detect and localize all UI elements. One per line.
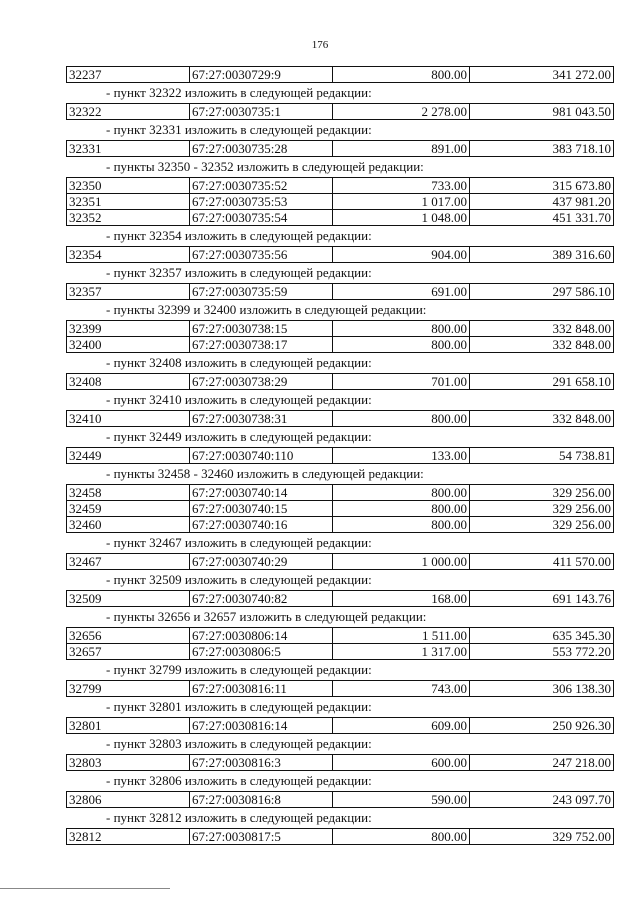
value-cell: 306 138.30: [470, 681, 614, 697]
item-number-cell: 32351: [67, 194, 190, 210]
cadastral-number-cell: 67:27:0030735:28: [190, 141, 333, 157]
value-cell: 329 752.00: [470, 829, 614, 845]
area-cell: 590.00: [333, 792, 470, 808]
area-cell: 133.00: [333, 448, 470, 464]
cadastral-number-cell: 67:27:0030816:8: [190, 792, 333, 808]
value-cell: 635 345.30: [470, 628, 614, 644]
item-number-cell: 32803: [67, 755, 190, 771]
area-cell: 691.00: [333, 284, 470, 300]
item-number-cell: 32357: [67, 284, 190, 300]
parcel-table: [66, 754, 614, 771]
table-row: [67, 628, 614, 644]
table-row: [67, 210, 614, 226]
cadastral-number-cell: 67:27:0030740:16: [190, 517, 333, 533]
value-cell: 250 926.30: [470, 718, 614, 734]
item-number-cell: 32812: [67, 829, 190, 845]
table-row: [67, 194, 614, 210]
value-cell: 247 218.00: [470, 755, 614, 771]
value-cell: 329 256.00: [470, 517, 614, 533]
item-number-cell: 32350: [67, 178, 190, 194]
table-row: [67, 374, 614, 390]
parcel-table: [66, 373, 614, 390]
parcel-table: [66, 791, 614, 808]
item-number-cell: 32467: [67, 554, 190, 570]
parcel-table: [66, 627, 614, 660]
area-cell: 743.00: [333, 681, 470, 697]
item-number-cell: 32657: [67, 644, 190, 660]
parcel-table: [66, 283, 614, 300]
item-number-cell: 32801: [67, 718, 190, 734]
amendment-heading: - пункт 32408 изложить в следующей редакции:: [106, 355, 372, 370]
cadastral-number-cell: 67:27:0030735:54: [190, 210, 333, 226]
area-cell: 891.00: [333, 141, 470, 157]
table-row: [67, 591, 614, 607]
amendment-heading: - пункт 32357 изложить в следующей редакции:: [106, 265, 372, 280]
table-row: [67, 284, 614, 300]
value-cell: 315 673.80: [470, 178, 614, 194]
parcel-table: [66, 246, 614, 263]
footer-divider: [0, 888, 170, 889]
value-cell: 389 316.60: [470, 247, 614, 263]
table-row: [67, 67, 614, 83]
item-number-cell: 32354: [67, 247, 190, 263]
item-number-cell: 32799: [67, 681, 190, 697]
value-cell: 329 256.00: [470, 501, 614, 517]
value-cell: 291 658.10: [470, 374, 614, 390]
cadastral-number-cell: 67:27:0030817:5: [190, 829, 333, 845]
amendment-heading: - пункт 32449 изложить в следующей редакции:: [106, 429, 372, 444]
amendment-heading: - пункты 32399 и 32400 изложить в следующей редакции:: [106, 302, 427, 317]
item-number-cell: 32459: [67, 501, 190, 517]
area-cell: 1 317.00: [333, 644, 470, 660]
area-cell: 800.00: [333, 501, 470, 517]
parcel-table: [66, 177, 614, 226]
parcel-table: [66, 447, 614, 464]
amendment-heading: - пункт 32509 изложить в следующей редакции:: [106, 572, 372, 587]
area-cell: 800.00: [333, 829, 470, 845]
cadastral-number-cell: 67:27:0030735:1: [190, 104, 333, 120]
amendment-heading: - пункт 32812 изложить в следующей редакции:: [106, 810, 372, 825]
document-body: [66, 66, 611, 845]
value-cell: 329 256.00: [470, 485, 614, 501]
value-cell: 981 043.50: [470, 104, 614, 120]
area-cell: 800.00: [333, 485, 470, 501]
table-row: [67, 554, 614, 570]
area-cell: 600.00: [333, 755, 470, 771]
value-cell: 691 143.76: [470, 591, 614, 607]
parcel-table: [66, 103, 614, 120]
item-number-cell: 32408: [67, 374, 190, 390]
area-cell: 800.00: [333, 517, 470, 533]
table-row: [67, 104, 614, 120]
table-row: [67, 517, 614, 533]
table-row: [67, 755, 614, 771]
amendment-heading: - пункт 32354 изложить в следующей редакции:: [106, 228, 372, 243]
area-cell: 2 278.00: [333, 104, 470, 120]
item-number-cell: 32352: [67, 210, 190, 226]
parcel-table: [66, 484, 614, 533]
table-row: [67, 247, 614, 263]
cadastral-number-cell: 67:27:0030740:110: [190, 448, 333, 464]
table-row: [67, 178, 614, 194]
cadastral-number-cell: 67:27:0030740:14: [190, 485, 333, 501]
area-cell: 800.00: [333, 411, 470, 427]
parcel-table: [66, 828, 614, 845]
cadastral-number-cell: 67:27:0030806:14: [190, 628, 333, 644]
item-number-cell: 32410: [67, 411, 190, 427]
amendment-heading: - пункт 32806 изложить в следующей редакции:: [106, 773, 372, 788]
table-row: [67, 448, 614, 464]
value-cell: 341 272.00: [470, 67, 614, 83]
parcel-table: [66, 717, 614, 734]
parcel-table: [66, 553, 614, 570]
cadastral-number-cell: 67:27:0030816:14: [190, 718, 333, 734]
table-row: [67, 644, 614, 660]
value-cell: 332 848.00: [470, 337, 614, 353]
table-row: [67, 337, 614, 353]
value-cell: 243 097.70: [470, 792, 614, 808]
amendment-heading: - пункт 32331 изложить в следующей редакции:: [106, 122, 372, 137]
item-number-cell: 32460: [67, 517, 190, 533]
amendment-heading: - пункт 32467 изложить в следующей редакции:: [106, 535, 372, 550]
area-cell: 1 017.00: [333, 194, 470, 210]
cadastral-number-cell: 67:27:0030735:56: [190, 247, 333, 263]
area-cell: 800.00: [333, 337, 470, 353]
area-cell: 1 000.00: [333, 554, 470, 570]
area-cell: 1 511.00: [333, 628, 470, 644]
amendment-heading: - пункт 32799 изложить в следующей редакции:: [106, 662, 372, 677]
cadastral-number-cell: 67:27:0030738:29: [190, 374, 333, 390]
area-cell: 1 048.00: [333, 210, 470, 226]
item-number-cell: 32509: [67, 591, 190, 607]
table-row: [67, 485, 614, 501]
cadastral-number-cell: 67:27:0030735:53: [190, 194, 333, 210]
item-number-cell: 32458: [67, 485, 190, 501]
table-row: [67, 681, 614, 697]
item-number-cell: 32399: [67, 321, 190, 337]
cadastral-number-cell: 67:27:0030740:82: [190, 591, 333, 607]
value-cell: 437 981.20: [470, 194, 614, 210]
table-row: [67, 411, 614, 427]
table-row: [67, 141, 614, 157]
table-row: [67, 792, 614, 808]
parcel-table: [66, 410, 614, 427]
amendment-heading: - пункт 32801 изложить в следующей редакции:: [106, 699, 372, 714]
parcel-table: [66, 140, 614, 157]
cadastral-number-cell: 67:27:0030816:3: [190, 755, 333, 771]
area-cell: 800.00: [333, 321, 470, 337]
item-number-cell: 32806: [67, 792, 190, 808]
value-cell: 383 718.10: [470, 141, 614, 157]
table-row: [67, 718, 614, 734]
parcel-table: [66, 66, 614, 83]
item-number-cell: 32331: [67, 141, 190, 157]
cadastral-number-cell: 67:27:0030738:15: [190, 321, 333, 337]
item-number-cell: 32237: [67, 67, 190, 83]
amendment-heading: - пункт 32803 изложить в следующей редакции:: [106, 736, 372, 751]
area-cell: 701.00: [333, 374, 470, 390]
item-number-cell: 32322: [67, 104, 190, 120]
cadastral-number-cell: 67:27:0030740:29: [190, 554, 333, 570]
cadastral-number-cell: 67:27:0030735:52: [190, 178, 333, 194]
cadastral-number-cell: 67:27:0030729:9: [190, 67, 333, 83]
area-cell: 609.00: [333, 718, 470, 734]
value-cell: 553 772.20: [470, 644, 614, 660]
amendment-heading: - пункты 32458 - 32460 изложить в следующей редакции:: [106, 466, 424, 481]
page-number: 176: [311, 39, 329, 51]
parcel-table: [66, 590, 614, 607]
item-number-cell: 32656: [67, 628, 190, 644]
parcel-table: [66, 320, 614, 353]
amendment-heading: - пункты 32350 - 32352 изложить в следующей редакции:: [106, 159, 424, 174]
cadastral-number-cell: 67:27:0030735:59: [190, 284, 333, 300]
cadastral-number-cell: 67:27:0030816:11: [190, 681, 333, 697]
item-number-cell: 32400: [67, 337, 190, 353]
value-cell: 451 331.70: [470, 210, 614, 226]
cadastral-number-cell: 67:27:0030806:5: [190, 644, 333, 660]
value-cell: 332 848.00: [470, 411, 614, 427]
value-cell: 54 738.81: [470, 448, 614, 464]
area-cell: 800.00: [333, 67, 470, 83]
item-number-cell: 32449: [67, 448, 190, 464]
value-cell: 411 570.00: [470, 554, 614, 570]
value-cell: 332 848.00: [470, 321, 614, 337]
area-cell: 904.00: [333, 247, 470, 263]
parcel-table: [66, 680, 614, 697]
table-row: [67, 321, 614, 337]
area-cell: 168.00: [333, 591, 470, 607]
table-row: [67, 829, 614, 845]
cadastral-number-cell: 67:27:0030738:17: [190, 337, 333, 353]
amendment-heading: - пункт 32410 изложить в следующей редакции:: [106, 392, 372, 407]
amendment-heading: - пункт 32322 изложить в следующей редакции:: [106, 85, 372, 100]
cadastral-number-cell: 67:27:0030740:15: [190, 501, 333, 517]
value-cell: 297 586.10: [470, 284, 614, 300]
table-row: [67, 501, 614, 517]
area-cell: 733.00: [333, 178, 470, 194]
cadastral-number-cell: 67:27:0030738:31: [190, 411, 333, 427]
amendment-heading: - пункты 32656 и 32657 изложить в следующей редакции:: [106, 609, 427, 624]
